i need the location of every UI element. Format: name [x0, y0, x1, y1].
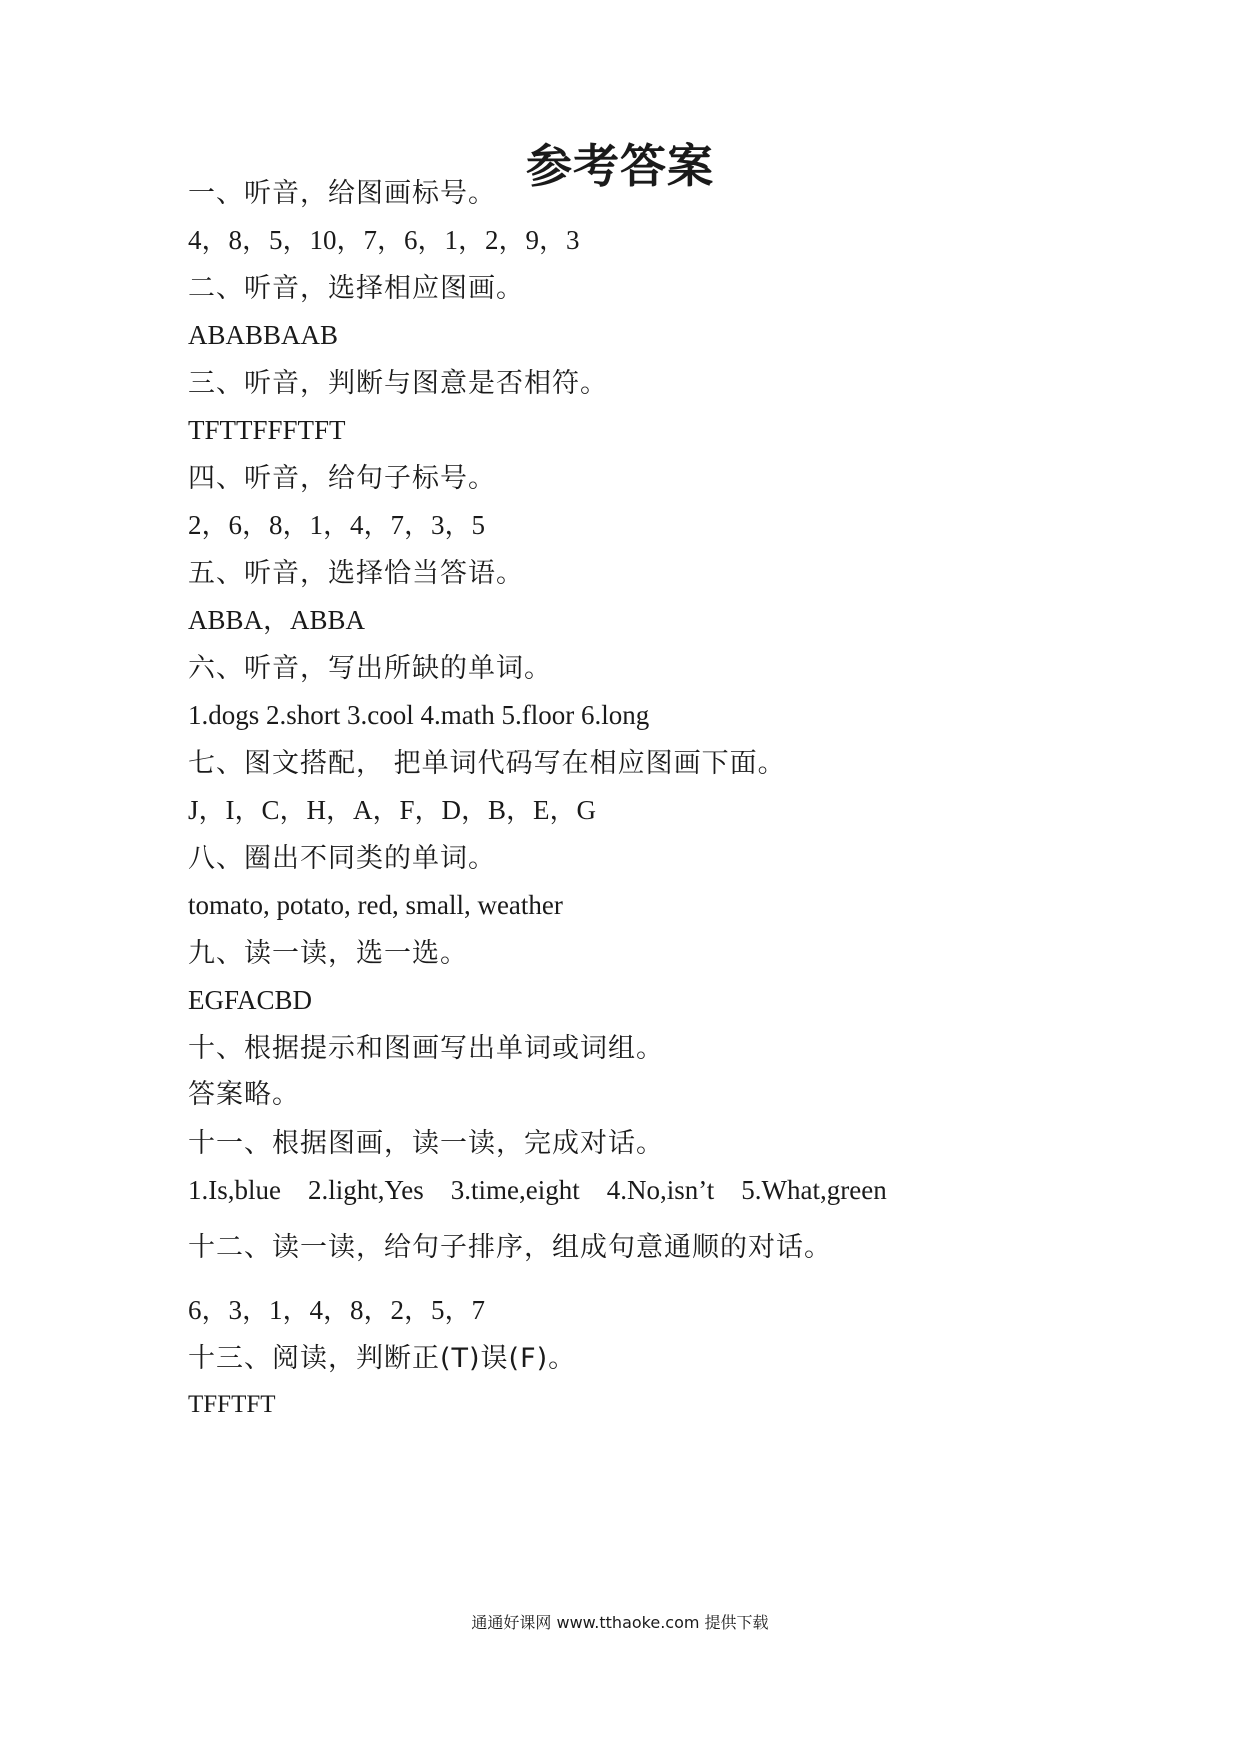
section-4-heading: 四、听音，给句子标号。: [188, 463, 496, 494]
section-2-answer: ABABBAAB: [188, 320, 339, 350]
section-3-answer: TFTTFFFTFT: [188, 415, 346, 445]
page-title: 参考答案: [526, 139, 714, 193]
section-8-answer: tomato, potato, red, small, weather: [188, 890, 563, 920]
section-11-answer: 1.Is,blue 2.light,Yes 3.time,eight 4.No,isn’t 5.What,green: [188, 1175, 887, 1205]
section-3-heading: 三、听音，判断与图意是否相符。: [188, 368, 608, 399]
section-9-answer: EGFACBD: [188, 985, 313, 1015]
section-6-answer: 1.dogs 2.short 3.cool 4.math 5.floor 6.long: [188, 700, 650, 730]
section-5-heading: 五、听音，选择恰当答语。: [188, 558, 524, 589]
section-1-heading: 一、听音，给图画标号。: [188, 178, 496, 209]
page-footer: 通通好课网 www.tthaoke.com 提供下载: [471, 1613, 769, 1632]
section-9-heading: 九、读一读，选一选。: [188, 938, 468, 969]
section-10-answer: 答案略。: [188, 1079, 300, 1110]
section-4-answer: 2，6，8，1，4，7，3，5: [188, 510, 485, 540]
section-6-heading: 六、听音，写出所缺的单词。: [188, 653, 552, 684]
section-11-heading: 十一、根据图画，读一读，完成对话。: [188, 1128, 664, 1159]
section-7-answer: J，I，C，H，A，F，D，B，E，G: [188, 795, 597, 825]
section-13-heading: 十三、阅读，判断正(T)误(F)。: [188, 1343, 577, 1374]
section-2-heading: 二、听音，选择相应图画。: [188, 273, 524, 304]
section-8-heading: 八、圈出不同类的单词。: [188, 843, 496, 874]
section-1-answer: 4，8，5，10，7，6，1，2，9，3: [188, 225, 580, 255]
section-12-heading: 十二、读一读，给句子排序，组成句意通顺的对话。: [188, 1232, 832, 1263]
section-7-heading: 七、图文搭配， 把单词代码写在相应图画下面。: [188, 748, 786, 779]
section-5-answer: ABBA，ABBA: [188, 605, 366, 635]
section-13-answer: TFFTFT: [188, 1391, 276, 1418]
section-12-answer: 6，3，1，4，8，2，5，7: [188, 1295, 485, 1325]
section-10-heading: 十、根据提示和图画写出单词或词组。: [188, 1033, 664, 1064]
